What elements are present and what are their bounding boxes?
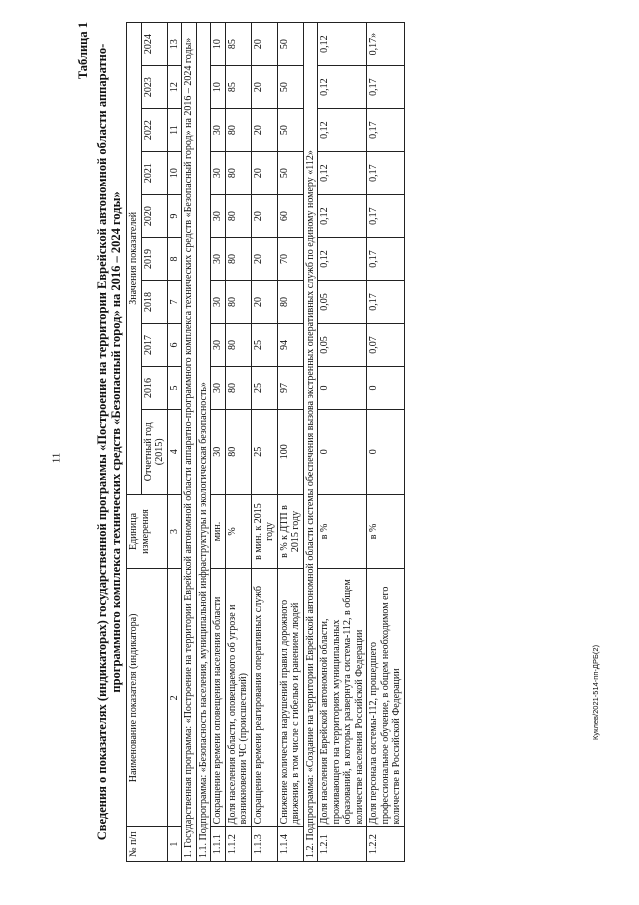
column-number: 3 xyxy=(167,494,182,569)
table-label: Таблица 1 xyxy=(76,22,90,80)
year-value: 30 xyxy=(211,152,226,195)
row-number: 1.1.2 xyxy=(225,827,251,862)
year-value: 80 xyxy=(225,238,251,281)
year-value: 0,12 xyxy=(318,152,367,195)
header-year: 2019 xyxy=(141,238,167,281)
base-value: 30 xyxy=(211,409,226,494)
table-row xyxy=(225,23,251,862)
year-value: 0,17 xyxy=(367,195,405,238)
base-value: 0 xyxy=(318,409,367,494)
year-value: 97 xyxy=(277,367,303,410)
header-year: 2022 xyxy=(141,109,167,152)
page-number: 11 xyxy=(50,452,63,464)
indicator-name: Снижение количества нарушений правил дорожного движения, в том числе с гибелью и ранением людей xyxy=(277,569,303,827)
year-value: 0,12 xyxy=(318,238,367,281)
table-row xyxy=(251,23,277,862)
indicators-table xyxy=(126,22,405,862)
header-year: 2016 xyxy=(141,367,167,410)
row-number: 1.2.2 xyxy=(367,827,405,862)
header-year: 2017 xyxy=(141,324,167,367)
year-value: 0,05 xyxy=(318,281,367,324)
year-value: 25 xyxy=(251,367,277,410)
year-value: 0 xyxy=(318,367,367,410)
year-value: 80 xyxy=(277,281,303,324)
column-number: 9 xyxy=(167,195,182,238)
row-number: 1.1.4 xyxy=(277,827,303,862)
column-number: 8 xyxy=(167,238,182,281)
year-value: 30 xyxy=(211,238,226,281)
unit: % xyxy=(225,494,251,569)
year-value: 0,17 xyxy=(367,109,405,152)
year-value: 20 xyxy=(251,23,277,66)
program-title: 1. Государственная программа: «Построение на территории Еврейской автономной области аппаратно-программного комплекса технических средств «Безопасный город» на 2016 – 2024 годы» xyxy=(182,23,197,862)
year-value: 0,17 xyxy=(367,238,405,281)
year-value: 0,17 xyxy=(367,281,405,324)
year-value: 20 xyxy=(251,66,277,109)
row-number: 1.1.1 xyxy=(211,827,226,862)
footer-code: Куклев/2021-514-пп-ДРБ(2) xyxy=(591,644,600,740)
unit: мин. xyxy=(211,494,226,569)
indicator-name: Доля персонала системы-112, прошедшего профессиональное обучение, в общем необходимом его количестве в Российской Федерации xyxy=(367,569,405,827)
indicator-name: Сокращение времени реагирования оперативных служб xyxy=(251,569,277,827)
base-value: 80 xyxy=(225,409,251,494)
column-number: 7 xyxy=(167,281,182,324)
year-value: 20 xyxy=(251,109,277,152)
column-number: 5 xyxy=(167,367,182,410)
year-value: 0 xyxy=(367,367,405,410)
rotated-content xyxy=(76,22,624,862)
unit: в % xyxy=(367,494,405,569)
year-value: 0,12 xyxy=(318,109,367,152)
base-value: 0 xyxy=(367,409,405,494)
column-number: 4 xyxy=(167,409,182,494)
table-row xyxy=(277,23,303,862)
year-value: 80 xyxy=(225,109,251,152)
year-value: 30 xyxy=(211,109,226,152)
column-number: 2 xyxy=(167,569,182,827)
indicator-name: Доля населения области, оповещаемого об угрозе и возникновении ЧС (происшествий) xyxy=(225,569,251,827)
subprogram-1-title: 1.1. Подпрограмма: «Безопасность населения, муниципальной инфраструктуры и экологическая безопасность» xyxy=(196,23,211,862)
year-value: 30 xyxy=(211,367,226,410)
unit: в % к ДТП в 2015 году xyxy=(277,494,303,569)
unit: в мин. к 2015 году xyxy=(251,494,277,569)
year-value: 50 xyxy=(277,66,303,109)
table-row xyxy=(367,23,405,862)
year-value: 80 xyxy=(225,281,251,324)
year-value: 0,12 xyxy=(318,66,367,109)
table-row xyxy=(211,23,226,862)
year-value: 30 xyxy=(211,281,226,324)
year-value: 0,05 xyxy=(318,324,367,367)
column-number: 1 xyxy=(167,827,182,862)
year-value: 25 xyxy=(251,324,277,367)
year-value: 50 xyxy=(277,152,303,195)
year-value: 50 xyxy=(277,23,303,66)
document-title: Сведения о показателях (индикаторах) государственной программы «Построение на территории Еврейской автономной области аппаратно-программного комплекса технических средств «Безопасный город» на 2016 – 2024 годы» xyxy=(95,43,123,841)
header-report-year: Отчетный год (2015) xyxy=(141,409,167,494)
year-value: 80 xyxy=(225,152,251,195)
column-number: 10 xyxy=(167,152,182,195)
header-year: 2018 xyxy=(141,281,167,324)
year-value: 0,07 xyxy=(367,324,405,367)
year-value: 0,17» xyxy=(367,23,405,66)
year-value: 80 xyxy=(225,367,251,410)
year-value: 20 xyxy=(251,195,277,238)
row-number: 1.1.3 xyxy=(251,827,277,862)
subprogram-2-title: 1.2. Подпрограмма: «Создание на территории Еврейской автономной области системы обеспечения вызова экстренных оперативных служб по единому номеру «112» xyxy=(303,23,318,862)
header-year: 2024 xyxy=(141,23,167,66)
column-number: 12 xyxy=(167,66,182,109)
header-name: Наименование показателя (индикатора) xyxy=(127,569,168,827)
year-value: 0,12 xyxy=(318,23,367,66)
table-row xyxy=(318,23,367,862)
year-value: 80 xyxy=(225,195,251,238)
base-value: 25 xyxy=(251,409,277,494)
header-num: № п/п xyxy=(127,827,168,862)
year-value: 70 xyxy=(277,238,303,281)
column-number: 13 xyxy=(167,23,182,66)
indicator-name: Сокращение времени оповещения населения области xyxy=(211,569,226,827)
row-number: 1.2.1 xyxy=(318,827,367,862)
column-number-row xyxy=(167,23,182,862)
year-value: 0,17 xyxy=(367,152,405,195)
year-value: 50 xyxy=(277,109,303,152)
year-value: 20 xyxy=(251,152,277,195)
year-value: 85 xyxy=(225,66,251,109)
header-year: 2020 xyxy=(141,195,167,238)
year-value: 20 xyxy=(251,238,277,281)
year-value: 80 xyxy=(225,324,251,367)
indicator-name: Доля населения Еврейской автономной области, проживающего на территориях муниципальных образований, в которых развернута система-112, в общем количестве населения Российской Федерации xyxy=(318,569,367,827)
unit: в % xyxy=(318,494,367,569)
year-value: 10 xyxy=(211,23,226,66)
year-value: 30 xyxy=(211,195,226,238)
year-value: 20 xyxy=(251,281,277,324)
header-unit: Единица измерения xyxy=(127,494,168,569)
year-value: 94 xyxy=(277,324,303,367)
column-number: 11 xyxy=(167,109,182,152)
column-number: 6 xyxy=(167,324,182,367)
header-values: Значения показателей xyxy=(127,23,142,495)
header-year: 2023 xyxy=(141,66,167,109)
year-value: 85 xyxy=(225,23,251,66)
year-value: 0,12 xyxy=(318,195,367,238)
base-value: 100 xyxy=(277,409,303,494)
year-value: 60 xyxy=(277,195,303,238)
year-value: 30 xyxy=(211,324,226,367)
year-value: 10 xyxy=(211,66,226,109)
header-year: 2021 xyxy=(141,152,167,195)
year-value: 0,17 xyxy=(367,66,405,109)
